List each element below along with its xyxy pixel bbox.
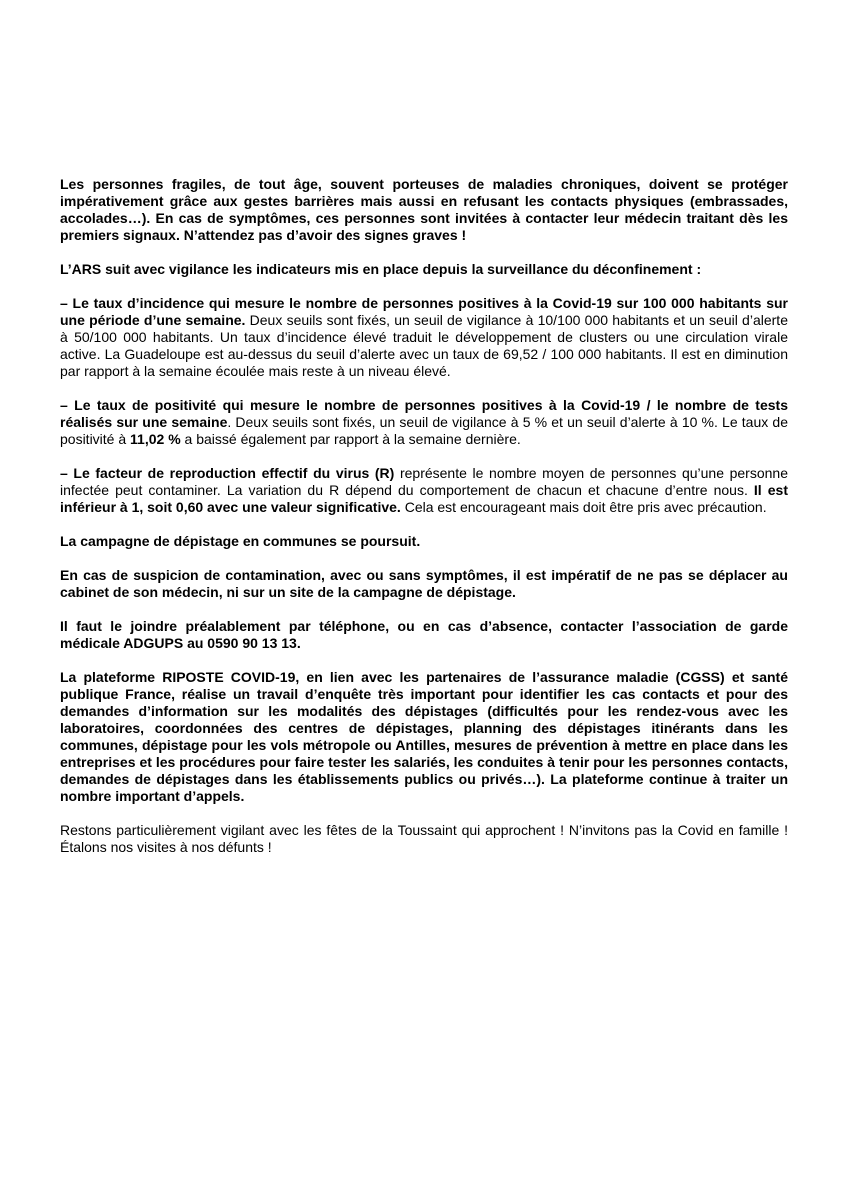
reproduction-factor-text-end: Cela est encourageant mais doit être pris avec précaution. [400,499,767,515]
fragile-persons-paragraph: Les personnes fragiles, de tout âge, souvent porteuses de maladies chroniques, doivent se protéger impérativement grâce aux gestes barrières mais aussi en refusant les contacts physiques (embrassades, accolades…). En cas de symptômes, ces personnes sont invitées à contacter leur médecin traitant dès les premiers signaux. N’attendez pas d’avoir des signes graves ! [60,176,788,243]
incidence-rate-text: Deux seuils sont fixés, un seuil de vigilance à 10/100 000 habitants et un seuil d’alerte à 50/100 000 habitants. Un taux d’incidence élevé traduit le développement de clusters ou une circulation virale active. La Guadeloupe est au-dessus du seuil d’alerte avec un taux de 69,52 / 100 000 habitants. Il est en diminution par rapport à la semaine écoulée mais reste à un niveau élevé. [60,312,788,379]
incidence-rate-paragraph [60,295,788,380]
toussaint-paragraph: Restons particulièrement vigilant avec les fêtes de la Toussaint qui approchent ! N’invitons pas la Covid en famille ! Étalons nos visites à nos défunts ! [60,822,788,855]
adgups-contact-paragraph: Il faut le joindre préalablement par téléphone, ou en cas d’absence, contacter l’association de garde médicale ADGUPS au 0590 90 13 13. [60,618,788,651]
riposte-platform-paragraph: La plateforme RIPOSTE COVID-19, en lien avec les partenaires de l’assurance maladie (CGSS) et santé publique France, réalise un travail d’enquête très important pour identifier les cas contacts et pour des demandes d’information sur les modalités des dépistages (difficultés pour les rendez-vous avec les laboratoires, coordonnées des centres de dépistages, planning des dépistages itinérants dans les communes, dépistage pour les vols métropole ou Antilles, mesures de prévention à mettre en place dans les entreprises et les procédures pour faire tester les salariés, les conduites à tenir pour les personnes contacts, demandes de dépistages dans les établissements publics ou privés…). La plateforme continue à traiter un nombre important d’appels. [60,669,788,804]
reproduction-factor-heading: – Le facteur de reproduction effectif du virus (R) [60,465,395,481]
positivity-rate-value: 11,02 % [130,431,181,447]
positivity-rate-paragraph [60,397,788,448]
incidence-rate-heading: – Le taux d’incidence qui mesure le nombre de personnes positives à la Covid-19 sur 100 000 habitants sur une période d’une semaine. [60,295,788,328]
positivity-rate-text: . Deux seuils sont fixés, un seuil de vigilance à 5 % et un seuil d’alerte à 10 %. Le taux de positivité à [60,414,788,447]
ars-indicators-paragraph: L’ARS suit avec vigilance les indicateurs mis en place depuis la surveillance du déconfinement : [60,261,702,277]
document-page [60,176,788,873]
positivity-rate-heading: – Le taux de positivité qui mesure le nombre de personnes positives à la Covid-19 / le nombre de tests réalisés sur une semaine [60,397,788,430]
reproduction-factor-paragraph [60,465,788,516]
suspicion-paragraph: En cas de suspicion de contamination, avec ou sans symptômes, il est impératif de ne pas se déplacer au cabinet de son médecin, ni sur un site de la campagne de dépistage. [60,567,788,600]
positivity-rate-text-end: a baissé également par rapport à la semaine dernière. [180,431,521,447]
reproduction-factor-text: représente le nombre moyen de personnes qu’une personne infectée peut contaminer. La variation du R dépend du comportement de chacun et chacune d’entre nous. [60,465,788,498]
screening-campaign-paragraph: La campagne de dépistage en communes se poursuit. [60,533,421,549]
reproduction-factor-value: Il est inférieur à 1, soit 0,60 avec une valeur significative. [60,482,788,515]
